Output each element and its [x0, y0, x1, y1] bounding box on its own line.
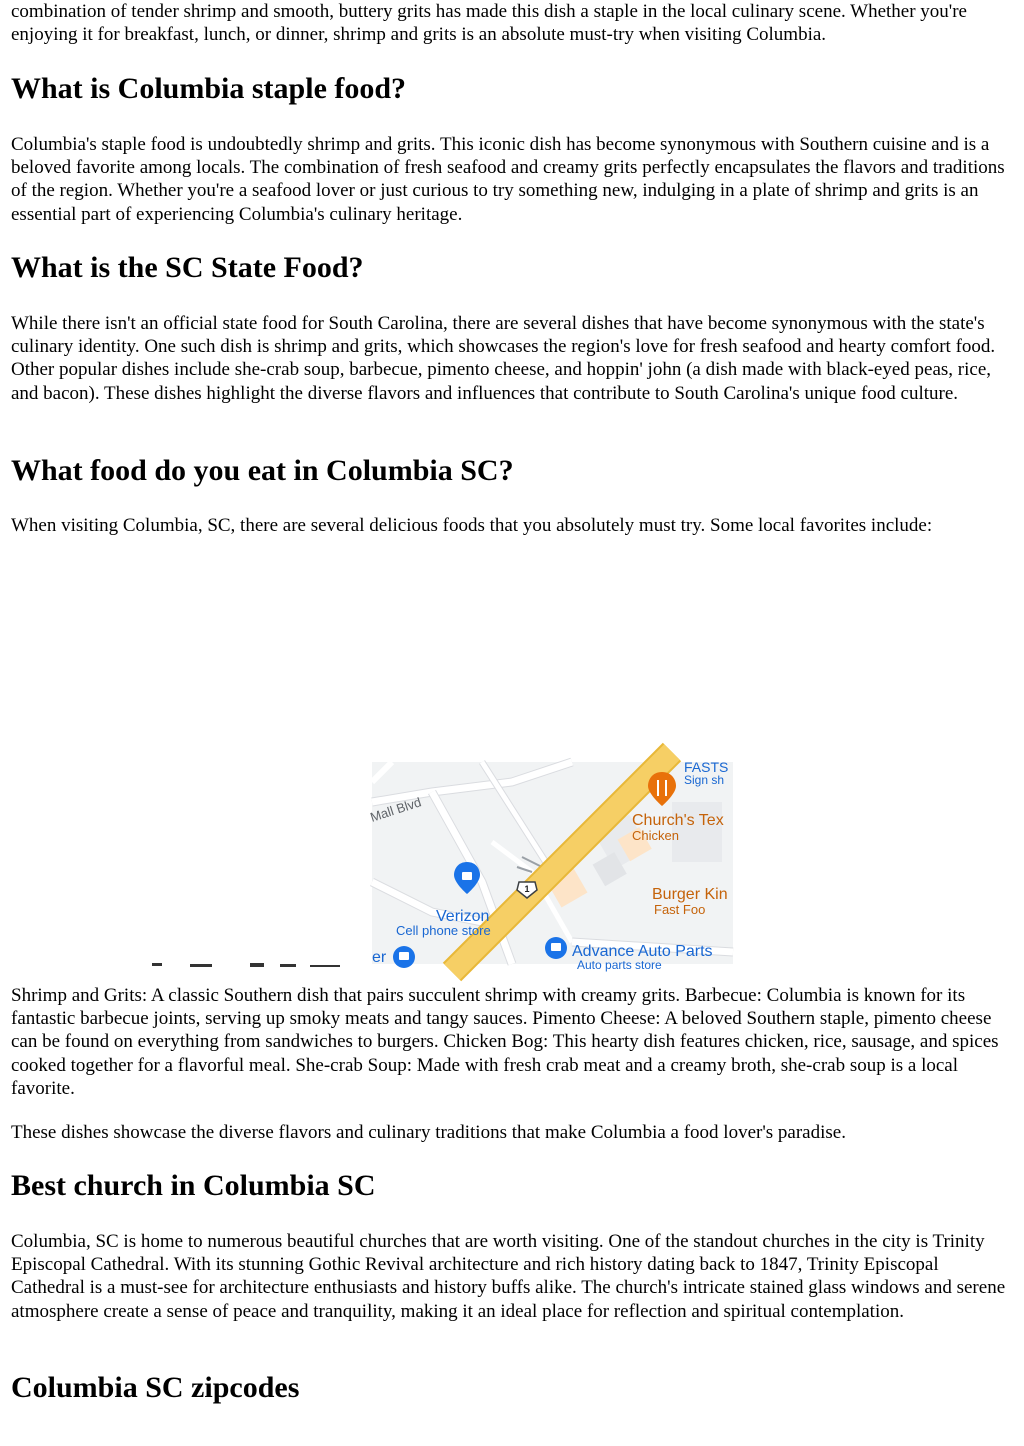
section-heading-zipcodes: Columbia SC zipcodes	[11, 1371, 300, 1404]
advance-label[interactable]: Advance Auto Parts	[572, 943, 713, 960]
svg-text:1: 1	[524, 884, 530, 894]
shopping-pin-icon[interactable]	[545, 937, 567, 959]
intro-paragraph: combination of tender shrimp and smooth, buttery grits has made this dish a staple in the local culinary scene. Whether you're enjoying it for breakfast, lunch, or dinner, shrimp and grits is an absolute must-try when visiting Columbia.	[11, 1, 967, 46]
shopping-pin-icon[interactable]	[393, 946, 415, 968]
fast-sub-label: Sign sh	[684, 773, 725, 787]
burger-label[interactable]: Burger Kin	[652, 886, 728, 903]
staple-food-paragraph: Columbia's staple food is undoubtedly shrimp and grits. This iconic dish has become synonymous with Southern cuisine and is a beloved favorite among locals. The combination of fresh seafood and creamy grits perfectly encapsulates the flavors and traditions of the region. Whether you're a seafood lover or just curious to try something new, indulging in a plate of shrimp and grits is an essential part of experiencing Columbia's culinary heritage.	[11, 134, 1005, 225]
food-summary-paragraph: These dishes showcase the diverse flavors and culinary traditions that make Columbia a food lover's paradise.	[11, 1122, 846, 1143]
map-canvas[interactable]	[368, 759, 733, 972]
section-heading-state-food: What is the SC State Food?	[11, 251, 364, 284]
food-list-paragraph: Shrimp and Grits: A classic Southern dish that pairs succulent shrimp with creamy grits. Barbecue: Columbia is known for its fantastic barbecue joints, serving up smoky meats and tangy sauces. Pimento Cheese: A beloved Southern staple, pimento cheese can be found on everything from sandwiches to burgers. Chicken Bog: This hearty dish features chicken, rice, sausage, and spices cooked together for a flavorful meal. She-crab Soup: Made with fresh crab meat and a creamy broth, she-crab soup is a local favorite.	[11, 985, 999, 1099]
clipped-caption-fragment	[150, 955, 370, 964]
verizon-sub-label: Cell phone store	[396, 923, 491, 938]
map-block	[672, 802, 722, 862]
churchs-sub-label: Chicken	[632, 828, 679, 843]
section-heading-best-church: Best church in Columbia SC	[11, 1169, 376, 1202]
food-columbia-intro-paragraph: When visiting Columbia, SC, there are several delicious foods that you absolutely must try. Some local favorites include:	[11, 515, 933, 536]
verizon-label[interactable]: Verizon	[436, 908, 490, 925]
burger-sub-label: Fast Foo	[654, 902, 706, 917]
partial-label: er	[372, 949, 387, 966]
best-church-paragraph: Columbia, SC is home to numerous beautiful churches that are worth visiting. One of the standout churches in the city is Trinity Episcopal Cathedral. With its stunning Gothic Revival architecture and rich history dating back to 1847, Trinity Episcopal Cathedral is a must-see for architecture enthusiasts and history buffs alike. The church's intricate stained glass windows and serene atmosphere create a sense of peace and tranquility, making it an ideal place for reflection and spiritual contemplation.	[11, 1231, 1006, 1322]
section-heading-food-columbia: What food do you eat in Columbia SC?	[11, 454, 514, 487]
state-food-paragraph: While there isn't an official state food for South Carolina, there are several dishes that have become synonymous with the state's culinary identity. One such dish is shrimp and grits, which showcases the region's love for fresh seafood and hearty comfort food. Other popular dishes include she-crab soup, barbecue, pimento cheese, and hoppin' john (a dish made with black-eyed peas, rice, and bacon). These dishes highlight the diverse flavors and influences that contribute to South Carolina's unique food culture.	[11, 313, 996, 404]
advance-sub-label: Auto parts store	[577, 958, 662, 972]
section-heading-staple-food: What is Columbia staple food?	[11, 72, 407, 105]
churchs-label[interactable]: Church's Tex	[632, 812, 724, 829]
street-label: Mall Blvd	[368, 794, 424, 825]
map-embed[interactable]	[368, 759, 733, 972]
fast-label: FASTS	[684, 759, 729, 775]
